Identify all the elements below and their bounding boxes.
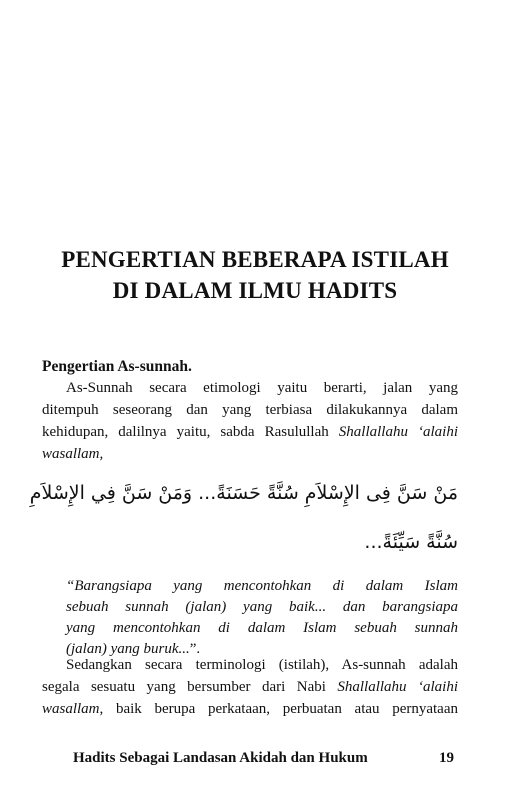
page-number: 19 — [439, 750, 454, 766]
text-segment: Sedangkan secara terminologi (istilah), As-sunnah adalah — [66, 657, 458, 673]
italic-honorific: wasallam, — [42, 446, 104, 462]
quote-line: yang mencontohkan di dalam Islam sebuah sunnah — [66, 620, 458, 636]
text-segment: segala sesuatu yang bersumber dari Nabi — [42, 679, 338, 695]
quote-line: “Barangsiapa yang mencontohkan di dalam Islam — [66, 578, 458, 594]
paragraph-etymology — [42, 377, 458, 465]
section-heading: Pengertian As-sunnah. — [42, 358, 192, 375]
paragraph-line — [42, 698, 458, 720]
paragraph-line: ditempuh seseorang dan yang terbiasa dilakukannya dalam — [42, 402, 458, 418]
paragraph-line — [42, 421, 458, 443]
quote-line: sebuah sunnah (jalan) yang baik... dan barangsiapa — [66, 599, 458, 615]
paragraph-line — [42, 377, 458, 399]
paragraph-line — [42, 654, 458, 676]
italic-honorific: Shallallahu ‘alaihi — [337, 679, 458, 695]
paragraph-line — [42, 676, 458, 698]
chapter-title-line-2: DI DALAM ILMU HADITS — [112, 278, 398, 303]
paragraph-terminology — [42, 654, 458, 720]
paragraph-line — [42, 443, 458, 465]
running-footer-title: Hadits Sebagai Landasan Akidah dan Hukum — [73, 750, 368, 766]
italic-honorific: Shallallahu ‘alaihi — [338, 424, 459, 440]
chapter-title — [0, 244, 510, 306]
hadith-translation-quote — [66, 576, 458, 660]
text-segment: As-Sunnah secara etimologi yaitu berarti, jalan yang — [66, 380, 458, 396]
arabic-hadith-line-1: مَنْ سَنَّ فِى الإِسْلاَمِ سُنَّةً حَسَنَةً... وَمَنْ سَنَّ فِي الإِسْلاَمِ — [29, 482, 458, 504]
text-segment: (jalan) yang buruk... — [66, 641, 190, 657]
chapter-title-line-1: PENGERTIAN BEBERAPA ISTILAH — [61, 247, 449, 272]
text-segment: kehidupan, dalilnya yaitu, sabda Rasulullah — [42, 424, 339, 440]
text-segment: ”. — [189, 641, 201, 657]
italic-honorific: wasallam — [42, 701, 100, 717]
text-segment: , baik berupa perkataan, perbuatan atau pernyataan — [99, 701, 458, 717]
arabic-hadith-line-2: سُنَّةً سَيِّئَةً... — [364, 531, 458, 553]
